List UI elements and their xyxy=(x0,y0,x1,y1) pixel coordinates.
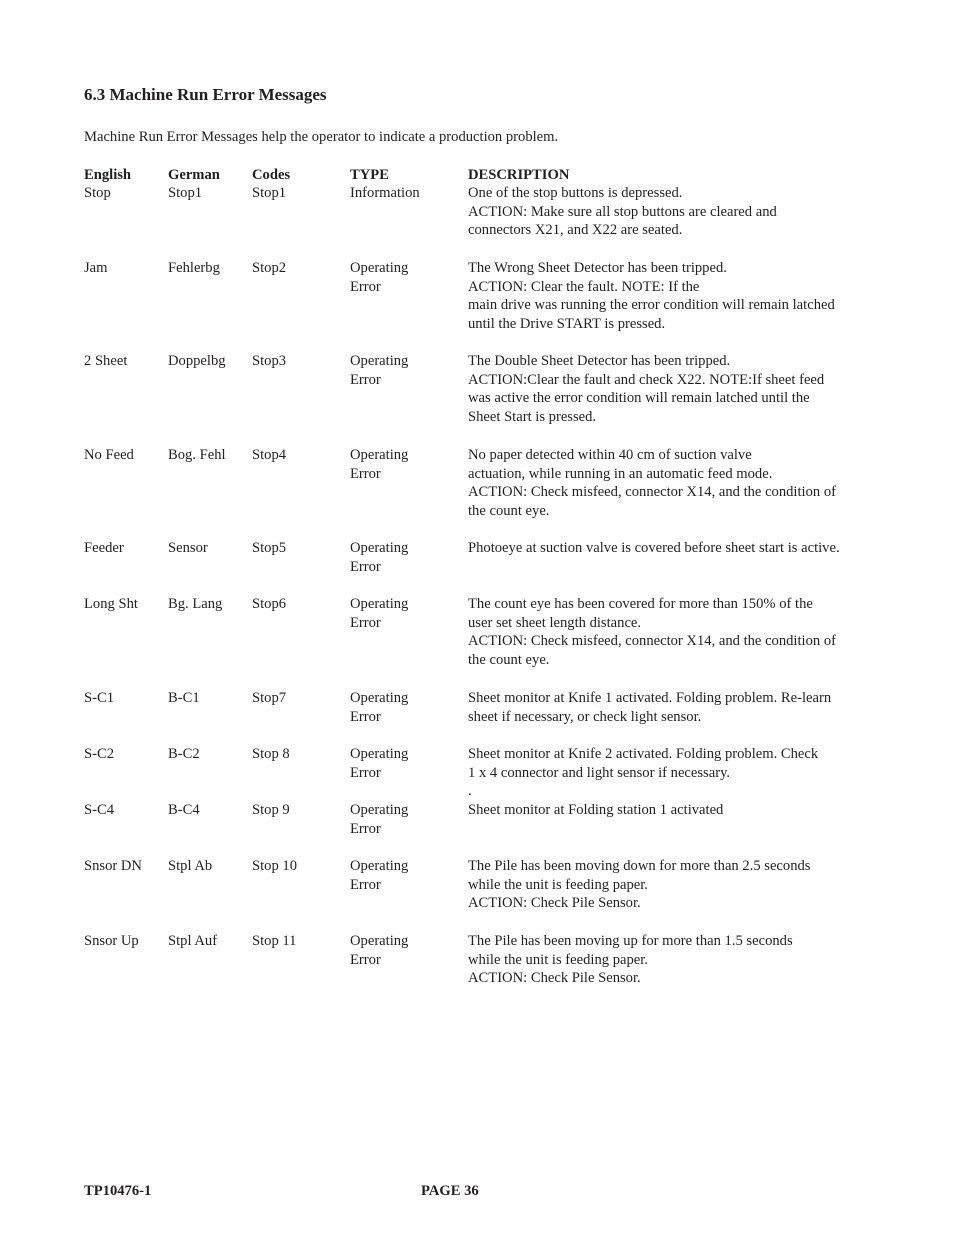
cell-code: Stop6 xyxy=(252,596,287,612)
cell-german: Fehlerbg xyxy=(168,260,220,276)
description-line: The Double Sheet Detector has been tripped. xyxy=(468,353,731,369)
cell-type xyxy=(350,352,408,389)
type-line: Error xyxy=(350,614,381,631)
cell-description xyxy=(468,259,878,334)
table-row xyxy=(84,857,884,932)
cell-code: Stop 8 xyxy=(252,746,290,762)
type-line: Error xyxy=(350,764,381,781)
cell-type xyxy=(350,184,420,203)
section-heading: 6.3 Machine Run Error Messages xyxy=(84,85,327,104)
description-line: user set sheet length distance. xyxy=(468,614,642,631)
cell-german: Bg. Lang xyxy=(168,596,223,612)
description-line: Sheet Start is pressed. xyxy=(468,409,597,426)
type-line: Error xyxy=(350,278,381,295)
cell-english: Jam xyxy=(84,260,108,276)
header-english: English xyxy=(84,167,132,183)
cell-type xyxy=(350,446,408,483)
description-line: Photoeye at suction valve is covered before sheet start is active. xyxy=(468,540,840,556)
cell-english: Stop xyxy=(84,185,111,201)
cell-type xyxy=(350,259,408,296)
description-line: The Pile has been moving up for more than 1.5 seconds xyxy=(468,933,793,949)
table-row xyxy=(84,801,884,857)
footer-page-number: PAGE 36 xyxy=(421,1183,479,1199)
description-line: 1 x 4 connector and light sensor if necessary. xyxy=(468,764,731,781)
cell-german: Stop1 xyxy=(168,185,203,201)
type-line: Operating xyxy=(350,353,409,369)
table-row xyxy=(84,259,884,352)
description-line: . xyxy=(468,783,472,800)
type-line: Error xyxy=(350,371,381,388)
cell-code: Stop2 xyxy=(252,260,287,276)
header-description: DESCRIPTION xyxy=(468,167,570,183)
cell-german: B-C4 xyxy=(168,802,200,818)
cell-description xyxy=(468,446,878,521)
description-line: the count eye. xyxy=(468,503,550,520)
description-line: ACTION: Check Pile Sensor. xyxy=(468,970,641,987)
type-line: Operating xyxy=(350,802,409,818)
cell-type xyxy=(350,689,408,726)
description-line: connectors X21, and X22 are seated. xyxy=(468,222,683,239)
cell-description xyxy=(468,539,878,558)
cell-type xyxy=(350,539,408,576)
cell-german: B-C2 xyxy=(168,746,200,762)
type-line: Error xyxy=(350,708,381,725)
description-line: while the unit is feeding paper. xyxy=(468,876,648,893)
table-row xyxy=(84,184,884,259)
description-line: was active the error condition will remain latched until the xyxy=(468,390,810,407)
description-line: ACTION: Check Pile Sensor. xyxy=(468,895,641,912)
cell-type xyxy=(350,932,408,969)
cell-type xyxy=(350,745,408,782)
table-header-row xyxy=(84,166,884,184)
table-row xyxy=(84,539,884,595)
description-line: ACTION: Check misfeed, connector X14, and the condition of xyxy=(468,633,836,650)
type-line: Error xyxy=(350,876,381,893)
intro-paragraph: Machine Run Error Messages help the operator to indicate a production problem. xyxy=(84,129,559,145)
error-messages-table xyxy=(84,166,884,1007)
table-row xyxy=(84,689,884,745)
cell-english: S-C2 xyxy=(84,746,115,762)
type-line: Error xyxy=(350,465,381,482)
cell-english: 2 Sheet xyxy=(84,353,128,369)
cell-german: Stpl Ab xyxy=(168,858,213,874)
cell-type xyxy=(350,801,408,838)
type-line: Error xyxy=(350,558,381,575)
cell-code: Stop 9 xyxy=(252,802,290,818)
description-line: The count eye has been covered for more than 150% of the xyxy=(468,596,813,612)
cell-description xyxy=(468,184,878,240)
cell-english: Long Sht xyxy=(84,596,138,612)
type-line: Operating xyxy=(350,260,409,276)
description-line: One of the stop buttons is depressed. xyxy=(468,185,683,201)
cell-german: Doppelbg xyxy=(168,353,226,369)
cell-code: Stop3 xyxy=(252,353,287,369)
table-row xyxy=(84,745,884,801)
type-line: Operating xyxy=(350,746,409,762)
cell-description xyxy=(468,745,878,801)
description-line: The Pile has been moving down for more than 2.5 seconds xyxy=(468,858,811,874)
table-row xyxy=(84,595,884,689)
description-line: ACTION: Make sure all stop buttons are cleared and xyxy=(468,203,777,220)
description-line: actuation, while running in an automatic feed mode. xyxy=(468,465,773,482)
cell-code: Stop5 xyxy=(252,540,287,556)
header-type: TYPE xyxy=(350,167,389,183)
description-line: sheet if necessary, or check light sensor. xyxy=(468,708,702,725)
type-line: Operating xyxy=(350,540,409,556)
table-row xyxy=(84,352,884,446)
cell-german: Stpl Auf xyxy=(168,933,218,949)
cell-german: Sensor xyxy=(168,540,208,556)
description-line: Sheet monitor at Knife 1 activated. Folding problem. Re-learn xyxy=(468,690,832,706)
table-body xyxy=(84,184,884,1007)
cell-code: Stop4 xyxy=(252,447,287,463)
cell-english: Snsor Up xyxy=(84,933,139,949)
footer-doc-number: TP10476-1 xyxy=(84,1183,152,1199)
cell-code: Stop 11 xyxy=(252,933,297,949)
table-row xyxy=(84,932,884,1007)
type-line: Operating xyxy=(350,933,409,949)
type-line: Information xyxy=(350,185,420,201)
type-line: Operating xyxy=(350,447,409,463)
header-german: German xyxy=(168,167,220,183)
description-line: The Wrong Sheet Detector has been tripped. xyxy=(468,260,727,276)
type-line: Operating xyxy=(350,690,409,706)
header-codes: Codes xyxy=(252,167,291,183)
cell-description xyxy=(468,689,878,726)
description-line: ACTION:Clear the fault and check X22. NOTE:If sheet feed xyxy=(468,371,825,388)
description-line: No paper detected within 40 cm of suction valve xyxy=(468,447,752,463)
cell-english: Snsor DN xyxy=(84,858,142,874)
type-line: Operating xyxy=(350,596,409,612)
description-line: Sheet monitor at Knife 2 activated. Folding problem. Check xyxy=(468,746,819,762)
cell-english: No Feed xyxy=(84,447,134,463)
description-line: Sheet monitor at Folding station 1 activated xyxy=(468,802,724,818)
description-line: the count eye. xyxy=(468,652,550,669)
cell-english: S-C1 xyxy=(84,690,115,706)
cell-description xyxy=(468,595,878,670)
cell-description xyxy=(468,801,878,820)
type-line: Error xyxy=(350,951,381,968)
cell-german: B-C1 xyxy=(168,690,200,706)
cell-description xyxy=(468,932,878,988)
description-line: while the unit is feeding paper. xyxy=(468,951,648,968)
description-line: main drive was running the error condition will remain latched xyxy=(468,297,835,314)
type-line: Operating xyxy=(350,858,409,874)
description-line: ACTION: Check misfeed, connector X14, and the condition of xyxy=(468,484,836,501)
cell-description xyxy=(468,352,878,427)
cell-description xyxy=(468,857,878,913)
cell-english: S-C4 xyxy=(84,802,115,818)
cell-code: Stop1 xyxy=(252,185,287,201)
cell-type xyxy=(350,595,408,632)
table-row xyxy=(84,446,884,539)
cell-code: Stop 10 xyxy=(252,858,298,874)
cell-english: Feeder xyxy=(84,540,124,556)
cell-german: Bog. Fehl xyxy=(168,447,226,463)
description-line: ACTION: Clear the fault. NOTE: If the xyxy=(468,278,700,295)
description-line: until the Drive START is pressed. xyxy=(468,316,666,333)
type-line: Error xyxy=(350,820,381,837)
cell-code: Stop7 xyxy=(252,690,287,706)
cell-type xyxy=(350,857,408,894)
